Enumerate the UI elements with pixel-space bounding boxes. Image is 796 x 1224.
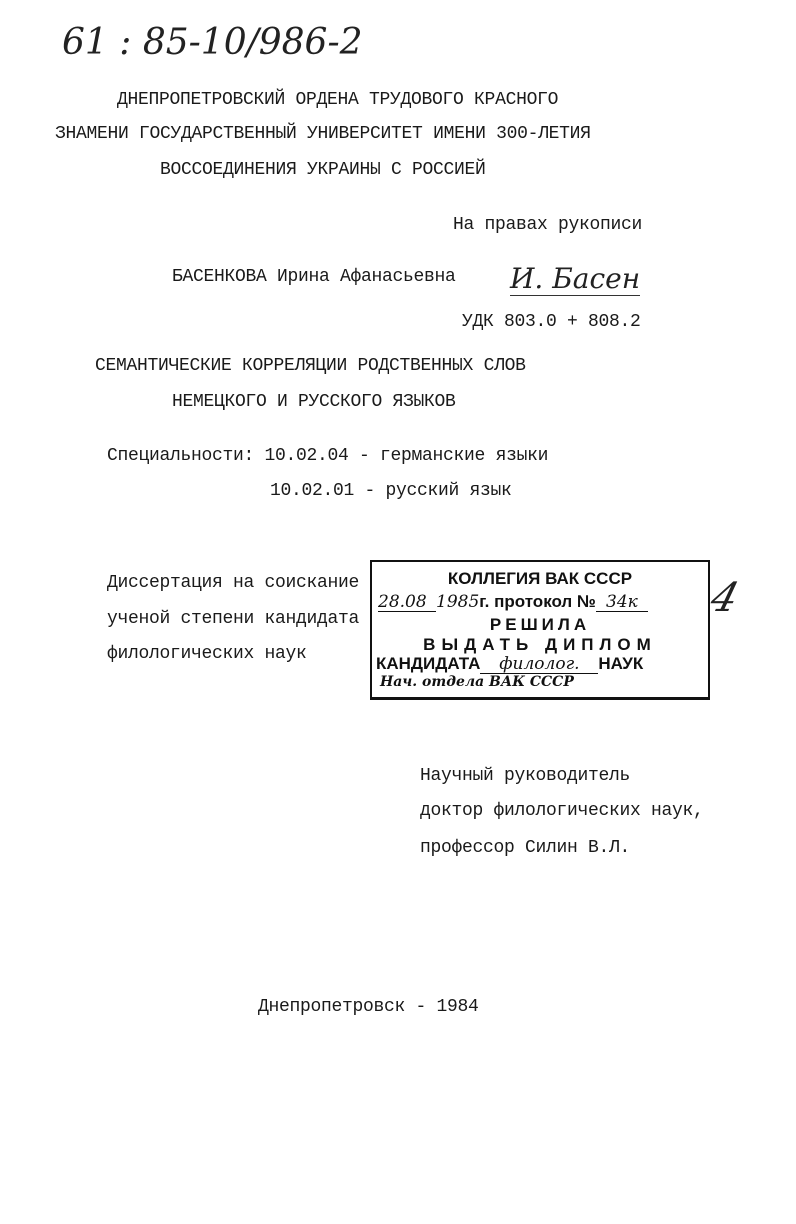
place-and-year: Днепропетровск - 1984 [258, 997, 479, 1017]
institution-line-3: ВОССОЕДИНЕНИЯ УКРАИНЫ С РОССИЕЙ [160, 160, 486, 180]
stamp-candidate-label: КАНДИДАТА [376, 654, 481, 673]
specialty-1: Специальности: 10.02.04 - германские языки [107, 446, 549, 466]
dissertation-line-3: филологических наук [107, 644, 307, 664]
stamp-protocol-line [372, 593, 708, 612]
author-name: БАСЕНКОВА Ирина Афанасьевна [172, 267, 456, 287]
stamp-line-3: РЕШИЛА [489, 615, 591, 634]
stamp-protocol-label: г. протокол № [479, 592, 596, 611]
stamp-date: 28.08 [378, 594, 436, 612]
stamp-year: 1985 [436, 592, 480, 612]
title-line-1: СЕМАНТИЧЕСКИЕ КОРРЕЛЯЦИИ РОДСТВЕННЫХ СЛОВ [95, 356, 526, 376]
stamp-protocol-number: 34к [596, 594, 648, 612]
dissertation-line-2: ученой степени кандидата [107, 609, 360, 629]
stamp-nauk: НАУК [598, 654, 644, 673]
stamp-side-mark: 4 [705, 575, 744, 621]
institution-line-2: ЗНАМЕНИ ГОСУДАРСТВЕННЫЙ УНИВЕРСИТЕТ ИМЕНИ 300-ЛЕТИЯ [55, 124, 591, 144]
specialty-2: 10.02.01 - русский язык [270, 481, 512, 501]
dissertation-line-1: Диссертация на соискание [107, 573, 360, 593]
supervisor-line-1: Научный руководитель [420, 766, 631, 786]
title-line-2: НЕМЕЦКОГО И РУССКОГО ЯЗЫКОВ [172, 392, 456, 412]
stamp-line-1: КОЛЛЕГИЯ ВАК СССР [447, 569, 633, 588]
stamp-candidate-line [372, 655, 708, 674]
institution-line-1: ДНЕПРОПЕТРОВСКИЙ ОРДЕНА ТРУДОВОГО КРАСНОГО [117, 90, 559, 110]
stamp-department: Нач. отдела ВАК СССР [380, 674, 574, 690]
vak-approval-stamp [370, 560, 710, 700]
manuscript-note: На правах рукописи [453, 215, 643, 235]
archive-number: 61 : 85-10/986-2 [62, 22, 363, 63]
supervisor-line-3: профессор Силин В.Л. [420, 838, 631, 858]
author-signature: И. Басен [510, 262, 641, 295]
supervisor-line-2: доктор филологических наук, [420, 801, 704, 821]
stamp-field: филолог. [480, 656, 598, 674]
udc-code: УДК 803.0 + 808.2 [462, 312, 641, 332]
stamp-line-4: ВЫДАТЬ ДИПЛОМ [423, 635, 657, 654]
